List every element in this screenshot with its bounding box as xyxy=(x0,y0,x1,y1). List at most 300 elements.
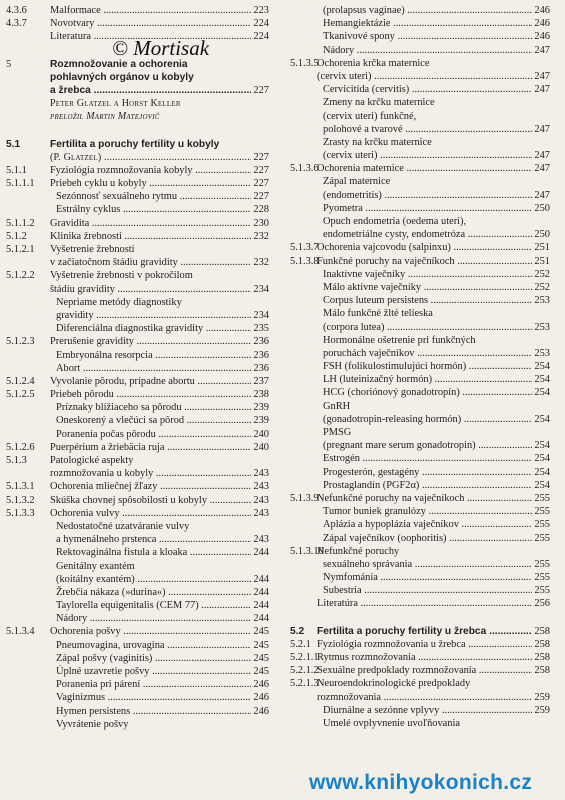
section-gap xyxy=(290,611,550,625)
toc-entry-title: pohlavných orgánov u kobyly xyxy=(50,71,194,83)
toc-entry-page: 234 xyxy=(253,309,269,321)
toc-entry-page: 239 xyxy=(253,402,269,414)
toc-entry-number: 5.1.2.2 xyxy=(6,270,35,282)
toc-entry-page: 246 xyxy=(534,31,550,43)
toc-entry xyxy=(290,492,550,505)
toc-entry xyxy=(6,190,269,203)
toc-entry xyxy=(6,665,269,678)
toc-entry xyxy=(290,426,550,439)
toc-entry xyxy=(6,454,269,467)
toc-entry-title: (pregnant mare serum gonadotropin) ..... xyxy=(323,439,532,452)
toc-entry xyxy=(6,560,269,573)
toc-entry xyxy=(6,612,269,625)
toc-entry-title: Zápal vaječníkov (oophoritis) ..... xyxy=(323,532,532,545)
toc-entry-title: Genitálny exantém xyxy=(56,560,135,572)
toc-entry-title: Literatura ..... xyxy=(50,30,251,43)
toc-entry-page: 243 xyxy=(253,534,269,546)
toc-entry xyxy=(6,599,269,612)
toc-entry-page: 228 xyxy=(253,204,269,216)
toc-entry-page: 246 xyxy=(253,679,269,691)
toc-entry-page: 243 xyxy=(253,468,269,480)
toc-entry xyxy=(290,584,550,597)
toc-entry-page: 254 xyxy=(534,413,550,425)
toc-entry-page: 255 xyxy=(534,519,550,531)
toc-entry-page: 227 xyxy=(253,164,269,176)
toc-right-column xyxy=(290,4,550,730)
toc-entry-title: v začiatočnom štádiu gravidity ..... xyxy=(50,256,251,269)
toc-entry-page: 245 xyxy=(253,666,269,677)
toc-entry-title: Ochorenia krčka maternice xyxy=(317,57,430,69)
toc-entry-page: 258 xyxy=(534,665,550,677)
toc-entry-page: 244 xyxy=(253,586,269,598)
toc-entry-page: 246 xyxy=(534,5,550,16)
toc-entry xyxy=(290,651,550,664)
toc-entry-number: 5.1.3 xyxy=(6,455,27,466)
toc-entry-page: 253 xyxy=(534,321,550,333)
toc-entry-title: Ochorenia maternice ..... xyxy=(317,162,532,175)
toc-entry-title: Vyšetrenie žrebnosti xyxy=(50,244,135,255)
toc-entry-page: 246 xyxy=(253,705,269,717)
toc-entry-page: 237 xyxy=(253,375,269,387)
toc-entry-title: Tkanivové spony ..... xyxy=(323,30,532,43)
section-gap xyxy=(6,124,269,138)
toc-entry xyxy=(290,625,550,638)
toc-entry-title: Puerpérium a žriebäcia ruja ..... xyxy=(50,441,251,454)
toc-entry-title: (koitálny exantém) ..... xyxy=(56,573,251,586)
toc-entry xyxy=(6,388,269,401)
toc-entry xyxy=(290,4,550,17)
toc-entry-title: Poranenia počas pôrodu ..... xyxy=(56,428,251,441)
toc-left-column xyxy=(6,4,269,731)
toc-entry-page: 234 xyxy=(253,283,269,295)
toc-entry xyxy=(290,294,550,307)
toc-entry-page: 254 xyxy=(534,453,550,465)
toc-entry-page: 244 xyxy=(253,613,269,625)
toc-entry-title: Nedostatočné uzatváranie vulvy xyxy=(56,520,190,532)
toc-entry-page: 254 xyxy=(534,479,550,491)
toc-entry-number: 5.1.3.3 xyxy=(6,507,35,519)
toc-entry xyxy=(290,255,550,268)
toc-entry-title: GnRH xyxy=(323,400,351,412)
toc-entry-title: Pyometra ..... xyxy=(323,202,532,215)
toc-entry xyxy=(290,189,550,202)
toc-entry-number: 5.1.3.1 xyxy=(6,481,35,493)
toc-entry-title: Fyziológia rozmnožovania u žrebca ..... xyxy=(317,638,532,651)
toc-entry-page: 251 xyxy=(534,242,550,254)
toc-entry xyxy=(290,202,550,215)
toc-entry-number: 5.2.1 xyxy=(290,638,311,650)
toc-entry-title: Malformace ..... xyxy=(50,4,251,17)
toc-entry-title: Taylorella equigenitalis (CEM 77) ..... xyxy=(56,599,251,612)
toc-entry-title: Inaktívne vaječníky ..... xyxy=(323,268,532,281)
toc-entry xyxy=(290,664,550,677)
toc-entry xyxy=(6,269,269,282)
toc-entry xyxy=(6,625,269,638)
toc-entry-title: Vyvrátenie pošvy xyxy=(56,718,129,730)
toc-entry xyxy=(290,321,550,334)
toc-entry-page: 258 xyxy=(534,638,550,650)
toc-entry-title: Priebeh pôrodu ..... xyxy=(50,388,251,401)
toc-entry-page: 247 xyxy=(534,44,550,56)
toc-entry xyxy=(290,347,550,360)
toc-entry xyxy=(290,70,550,83)
toc-entry-title: (endometritis) ..... xyxy=(323,189,532,202)
toc-entry xyxy=(290,532,550,545)
toc-entry-title: Rytmus rozmnožovania ..... xyxy=(317,651,532,664)
toc-entry-page: 227 xyxy=(253,151,269,163)
toc-entry-number: 5.2.1.3 xyxy=(290,678,319,690)
toc-entry-title: Hormonálne ošetrenie pri funkčných xyxy=(323,334,476,346)
toc-entry-title: Prerušenie gravidity ..... xyxy=(50,335,251,348)
toc-entry-page: 258 xyxy=(534,652,550,663)
toc-entry xyxy=(290,268,550,281)
toc-entry xyxy=(6,164,269,177)
toc-entry-number: 5.1.2.4 xyxy=(6,375,35,387)
toc-entry-title: Zápal pošvy (vaginitis) ..... xyxy=(56,652,251,665)
toc-entry-title: Vaginizmus ..... xyxy=(56,691,251,704)
toc-entry-number: 5.1.3.4 xyxy=(6,626,35,638)
toc-entry-title: Literatúra ..... xyxy=(317,597,532,610)
toc-entry-page: 227 xyxy=(253,178,269,190)
toc-entry xyxy=(6,309,269,322)
toc-entry-title: Funkčné poruchy na vaječníkoch ..... xyxy=(317,255,532,268)
toc-entry xyxy=(290,228,550,241)
toc-entry-title: FSH (folikulostimulujúci hormón) ..... xyxy=(323,360,532,373)
toc-entry xyxy=(6,349,269,362)
toc-entry xyxy=(6,678,269,691)
toc-entry-page: 236 xyxy=(253,336,269,348)
toc-entry xyxy=(6,243,269,256)
toc-entry xyxy=(290,691,550,704)
toc-entry-number: 5.2.1.2 xyxy=(290,665,319,677)
toc-entry-page: 232 xyxy=(253,257,269,269)
toc-entry-page: 244 xyxy=(253,600,269,612)
toc-entry xyxy=(6,718,269,731)
toc-entry-number: 5.1.3.6 xyxy=(290,163,319,175)
toc-entry xyxy=(6,362,269,375)
toc-entry-page: 259 xyxy=(534,704,550,716)
toc-entry xyxy=(290,439,550,452)
toc-entry-title: štádiu gravidity ..... xyxy=(50,283,251,296)
toc-entry xyxy=(290,17,550,30)
toc-entry-page: 256 xyxy=(534,598,550,610)
toc-entry xyxy=(290,241,550,254)
toc-entry-page: 253 xyxy=(534,295,550,307)
toc-entry-title: Priebeh cyklu u kobyly ..... xyxy=(50,177,251,190)
toc-entry xyxy=(6,441,269,454)
toc-entry-page: 255 xyxy=(534,558,550,570)
toc-entry-number: 5.1.1 xyxy=(6,164,27,176)
toc-entry xyxy=(6,217,269,230)
toc-entry-title: Novotvary ..... xyxy=(50,17,251,30)
toc-entry xyxy=(6,428,269,441)
toc-entry xyxy=(290,717,550,730)
website-watermark: www.knihyokonich.cz xyxy=(309,771,533,794)
toc-entry xyxy=(6,546,269,559)
toc-entry-title: (gonadotropin-releasing hormón) ..... xyxy=(323,413,532,426)
toc-entry-title: PMSG xyxy=(323,427,352,438)
toc-entry xyxy=(6,110,269,123)
toc-entry-number: 5.1.3.5 xyxy=(290,57,319,69)
toc-entry xyxy=(6,256,269,269)
toc-entry-page: 251 xyxy=(534,255,550,267)
toc-entry xyxy=(6,494,269,507)
toc-entry xyxy=(290,466,550,479)
toc-entry xyxy=(6,97,269,110)
toc-entry-page: 240 xyxy=(253,441,269,453)
toc-entry-title: Nádory ..... xyxy=(56,612,251,625)
toc-entry-page: 247 xyxy=(534,123,550,135)
toc-entry-title: Poranenia pri párení ..... xyxy=(56,678,251,691)
toc-entry xyxy=(290,57,550,70)
toc-entry-page: 236 xyxy=(253,349,269,361)
toc-entry-page: 255 xyxy=(534,506,550,518)
toc-entry-title: Estrogén ..... xyxy=(323,452,532,465)
toc-entry-number: 5.1.3.7 xyxy=(290,242,319,254)
toc-entry-title: Nefunkčné poruchy xyxy=(317,545,400,557)
toc-entry-title: Ochorenia pošvy ..... xyxy=(50,625,251,638)
toc-entry-page: 258 xyxy=(534,625,550,637)
toc-entry-title: Ochorenia mliečnej žľazy ..... xyxy=(50,480,251,493)
toc-entry-number: 5.1.3.10 xyxy=(290,545,324,557)
toc-entry xyxy=(6,480,269,493)
toc-entry-title: (corpora lutea) ..... xyxy=(323,321,532,334)
toc-entry-title: Nymfománia ..... xyxy=(323,571,532,584)
toc-entry-number: 5.1.3.9 xyxy=(290,492,319,504)
toc-entry xyxy=(6,507,269,520)
toc-entry xyxy=(6,177,269,190)
toc-entry xyxy=(290,110,550,123)
toc-entry-title: (P. Glatzel) ..... xyxy=(50,151,251,164)
toc-entry xyxy=(6,705,269,718)
toc-entry-page: 252 xyxy=(534,281,550,293)
toc-entry-page: 243 xyxy=(253,507,269,519)
toc-entry-page: 254 xyxy=(534,440,550,452)
toc-entry xyxy=(290,400,550,413)
toc-entry-number: 5.1.2.6 xyxy=(6,441,35,453)
toc-entry xyxy=(290,518,550,531)
toc-entry-title: Príznaky blížiaceho sa pôrodu ..... xyxy=(56,401,251,414)
toc-entry-page: 244 xyxy=(253,573,269,585)
toc-entry xyxy=(6,17,269,30)
toc-entry-title: Vyvolanie pôrodu, prípadne abortu ..... xyxy=(50,375,251,388)
toc-entry-page: 227 xyxy=(253,191,269,203)
toc-entry-page: 246 xyxy=(253,692,269,704)
toc-entry-title: Pneumovagina, urovagina ..... xyxy=(56,639,251,652)
toc-entry-title: a hymenálneho prstenca ..... xyxy=(56,533,251,546)
toc-entry xyxy=(6,71,269,84)
toc-entry-title: Aplázia a hypoplázia vaječníkov ..... xyxy=(323,518,532,531)
toc-entry-title: Abort ..... xyxy=(56,362,251,375)
toc-entry-title: Hymen persistens ..... xyxy=(56,705,251,718)
toc-entry-page: 255 xyxy=(534,492,550,504)
toc-entry-title: Nefunkčné poruchy na vaječníkoch ..... xyxy=(317,492,532,505)
toc-entry xyxy=(290,545,550,558)
toc-entry-page: 245 xyxy=(253,626,269,638)
toc-entry-page: 223 xyxy=(253,5,269,16)
copyright-watermark: © Mortisak xyxy=(112,36,210,60)
toc-entry-title: Nádory ..... xyxy=(323,44,532,57)
toc-entry-title: poruchách vaječníkov ..... xyxy=(323,347,532,360)
toc-entry-page: 235 xyxy=(253,323,269,335)
toc-entry xyxy=(290,334,550,347)
toc-entry-title: Žrebčia nákaza (»durina«) ..... xyxy=(56,586,251,599)
toc-entry-title: Ochorenia vajcovodu (salpinxu) ..... xyxy=(317,241,532,254)
toc-entry-title: Úplné uzavretie pošvy ..... xyxy=(56,665,251,678)
toc-entry xyxy=(290,386,550,399)
toc-entry-title: Subestria ..... xyxy=(323,584,532,597)
toc-entry-number: 5.1.1.1 xyxy=(6,178,35,190)
toc-entry-title: Sezónnosť sexuálneho rytmu ..... xyxy=(56,190,251,203)
toc-entry-number: 5.2 xyxy=(290,625,305,637)
toc-entry-title: LH (luteinizačný hormón) ..... xyxy=(323,373,532,386)
toc-entry-page: 255 xyxy=(534,572,550,584)
toc-entry xyxy=(6,138,269,151)
toc-entry-title: (cervix uteri) ..... xyxy=(317,70,532,83)
toc-entry-title: Patologické aspekty xyxy=(50,455,134,466)
toc-entry-page: 239 xyxy=(253,415,269,427)
toc-entry xyxy=(6,4,269,17)
toc-entry-page: 247 xyxy=(534,163,550,175)
toc-entry xyxy=(290,44,550,57)
toc-entry xyxy=(6,573,269,586)
toc-entry-number: 4.3.6 xyxy=(6,5,27,16)
toc-entry xyxy=(6,639,269,652)
toc-entry-page: 240 xyxy=(253,428,269,440)
toc-entry-title: (cervix uteri) funkčné, xyxy=(323,110,417,122)
toc-entry-title: Diurnálne a sezónne vplyvy ..... xyxy=(323,704,532,717)
toc-entry-number: 5 xyxy=(6,58,12,70)
toc-entry-title: Skúška chovnej spôsobilosti u kobyly ..... xyxy=(50,494,251,507)
toc-entry xyxy=(6,283,269,296)
toc-entry-title: sexuálneho správania ..... xyxy=(323,558,532,571)
toc-entry xyxy=(6,203,269,216)
toc-entry-title: Cervicitída (cervitis) ..... xyxy=(323,83,532,96)
toc-entry-page: 247 xyxy=(534,189,550,201)
toc-entry-title: Umelé ovplyvnenie uvoľňovania xyxy=(323,717,460,729)
toc-entry-page: 243 xyxy=(253,481,269,493)
toc-entry-page: 247 xyxy=(534,84,550,96)
toc-entry-page: 255 xyxy=(534,585,550,597)
toc-entry-number: 5.1.2.5 xyxy=(6,389,35,401)
toc-entry xyxy=(6,151,269,164)
toc-entry xyxy=(6,230,269,243)
toc-entry xyxy=(290,149,550,162)
toc-entry-title: Vyšetrenie žrebnosti v pokročilom xyxy=(50,270,193,282)
toc-entry-page: 230 xyxy=(253,217,269,229)
toc-entry-title: Neuroendokrinologické predpoklady xyxy=(317,678,471,690)
toc-entry-number: 5.1 xyxy=(6,138,21,150)
toc-entry-title: Rektovaginálna fistula a kloaka ..... xyxy=(56,546,251,559)
toc-entry-page: 224 xyxy=(253,31,269,43)
toc-entry xyxy=(290,479,550,492)
toc-entry-title: Málo aktívne vaječníky ..... xyxy=(323,281,532,294)
toc-entry-title: (prolapsus vaginae) ..... xyxy=(323,4,532,17)
toc-entry xyxy=(6,520,269,533)
toc-entry-title: Zápal maternice xyxy=(323,176,391,188)
toc-entry xyxy=(290,30,550,43)
toc-entry-number: 5.1.2.3 xyxy=(6,336,35,348)
toc-entry xyxy=(6,401,269,414)
toc-entry xyxy=(6,322,269,335)
toc-entry xyxy=(290,136,550,149)
toc-entry-title: Embryonálna resorpcia ..... xyxy=(56,349,251,362)
toc-entry-page: 250 xyxy=(534,229,550,241)
toc-entry-title: Corpus luteum persistens ..... xyxy=(323,294,532,307)
toc-entry-title: Tumor buniek granulózy ..... xyxy=(323,505,532,518)
toc-entry xyxy=(290,162,550,175)
toc-entry-number: 5.1.3.8 xyxy=(290,255,319,267)
toc-entry-title: Fertilita a poruchy fertility u kobyly xyxy=(50,138,220,150)
toc-entry-title: Peter Glatzel a Horst Keller xyxy=(50,98,181,110)
toc-entry xyxy=(290,96,550,109)
toc-entry xyxy=(290,505,550,518)
toc-entry-title: Hemangiektázie ..... xyxy=(323,17,532,30)
toc-entry-number: 4.3.7 xyxy=(6,18,27,30)
toc-entry-title: a žrebca ..... xyxy=(50,84,251,97)
toc-entry xyxy=(290,452,550,465)
toc-entry xyxy=(6,414,269,427)
toc-entry xyxy=(6,691,269,704)
toc-entry-title: HCG (choriónový gonadotropín) ..... xyxy=(323,386,532,399)
toc-entry-page: 238 xyxy=(253,389,269,401)
toc-entry-page: 250 xyxy=(534,202,550,214)
toc-entry-title: endometriálne cysty, endometróza ..... xyxy=(323,228,532,241)
toc-entry-page: 247 xyxy=(534,70,550,82)
toc-entry-number: 5.1.1.2 xyxy=(6,217,35,229)
toc-entry xyxy=(290,83,550,96)
toc-entry-title: rozmnožovania u kobyly ..... xyxy=(50,467,251,480)
toc-entry xyxy=(290,597,550,610)
toc-entry-number: 5.2.1.1 xyxy=(290,652,319,663)
toc-entry-page: 254 xyxy=(534,374,550,386)
toc-entry-page: 247 xyxy=(534,150,550,162)
toc-entry-title: Fyziológia rozmnožovania kobyly ..... xyxy=(50,164,251,177)
toc-entry xyxy=(6,533,269,546)
toc-entry-page: 252 xyxy=(534,268,550,280)
toc-entry-page: 232 xyxy=(253,230,269,242)
toc-entry-title: gravidity ..... xyxy=(56,309,251,322)
toc-entry-page: 243 xyxy=(253,494,269,506)
toc-entry-page: 245 xyxy=(253,639,269,651)
toc-entry-title: Fertilita a poruchy fertility u žrebca ..... xyxy=(317,625,532,638)
toc-entry-title: Oneskorený a vlečúci sa pôrod ..... xyxy=(56,414,251,427)
toc-entry xyxy=(290,281,550,294)
toc-entry-title: polohové a tvarové ..... xyxy=(323,123,532,136)
toc-entry xyxy=(6,375,269,388)
toc-entry-title: Estrálny cyklus ..... xyxy=(56,203,251,216)
toc-entry xyxy=(6,652,269,665)
toc-entry xyxy=(290,307,550,320)
toc-entry xyxy=(290,704,550,717)
toc-entry xyxy=(290,360,550,373)
toc-entry-page: 253 xyxy=(534,347,550,359)
toc-entry-title: Diferenciálna diagnostika gravidity ..... xyxy=(56,322,251,335)
toc-entry-title: Málo funkčné žlté telieska xyxy=(323,308,433,320)
toc-entry-page: 244 xyxy=(253,547,269,559)
toc-entry-title: Prostaglandín (PGF2α) ..... xyxy=(323,479,532,492)
toc-entry-page: 236 xyxy=(253,362,269,374)
toc-entry-title: Nepriame metódy diagnostiky xyxy=(56,296,182,308)
toc-entry-title: Klinika žrebnosti ..... xyxy=(50,230,251,243)
toc-entry xyxy=(290,373,550,386)
toc-entry-title: preložil Martin Matejovič xyxy=(50,111,160,123)
toc-entry xyxy=(290,558,550,571)
toc-entry-title: Sexuálne predpoklady rozmnožovania ..... xyxy=(317,664,532,677)
toc-entry xyxy=(290,638,550,651)
toc-entry-number: 5.1.2.1 xyxy=(6,244,35,255)
toc-entry-title: Opuch endometria (oedema uteri), xyxy=(323,216,467,227)
